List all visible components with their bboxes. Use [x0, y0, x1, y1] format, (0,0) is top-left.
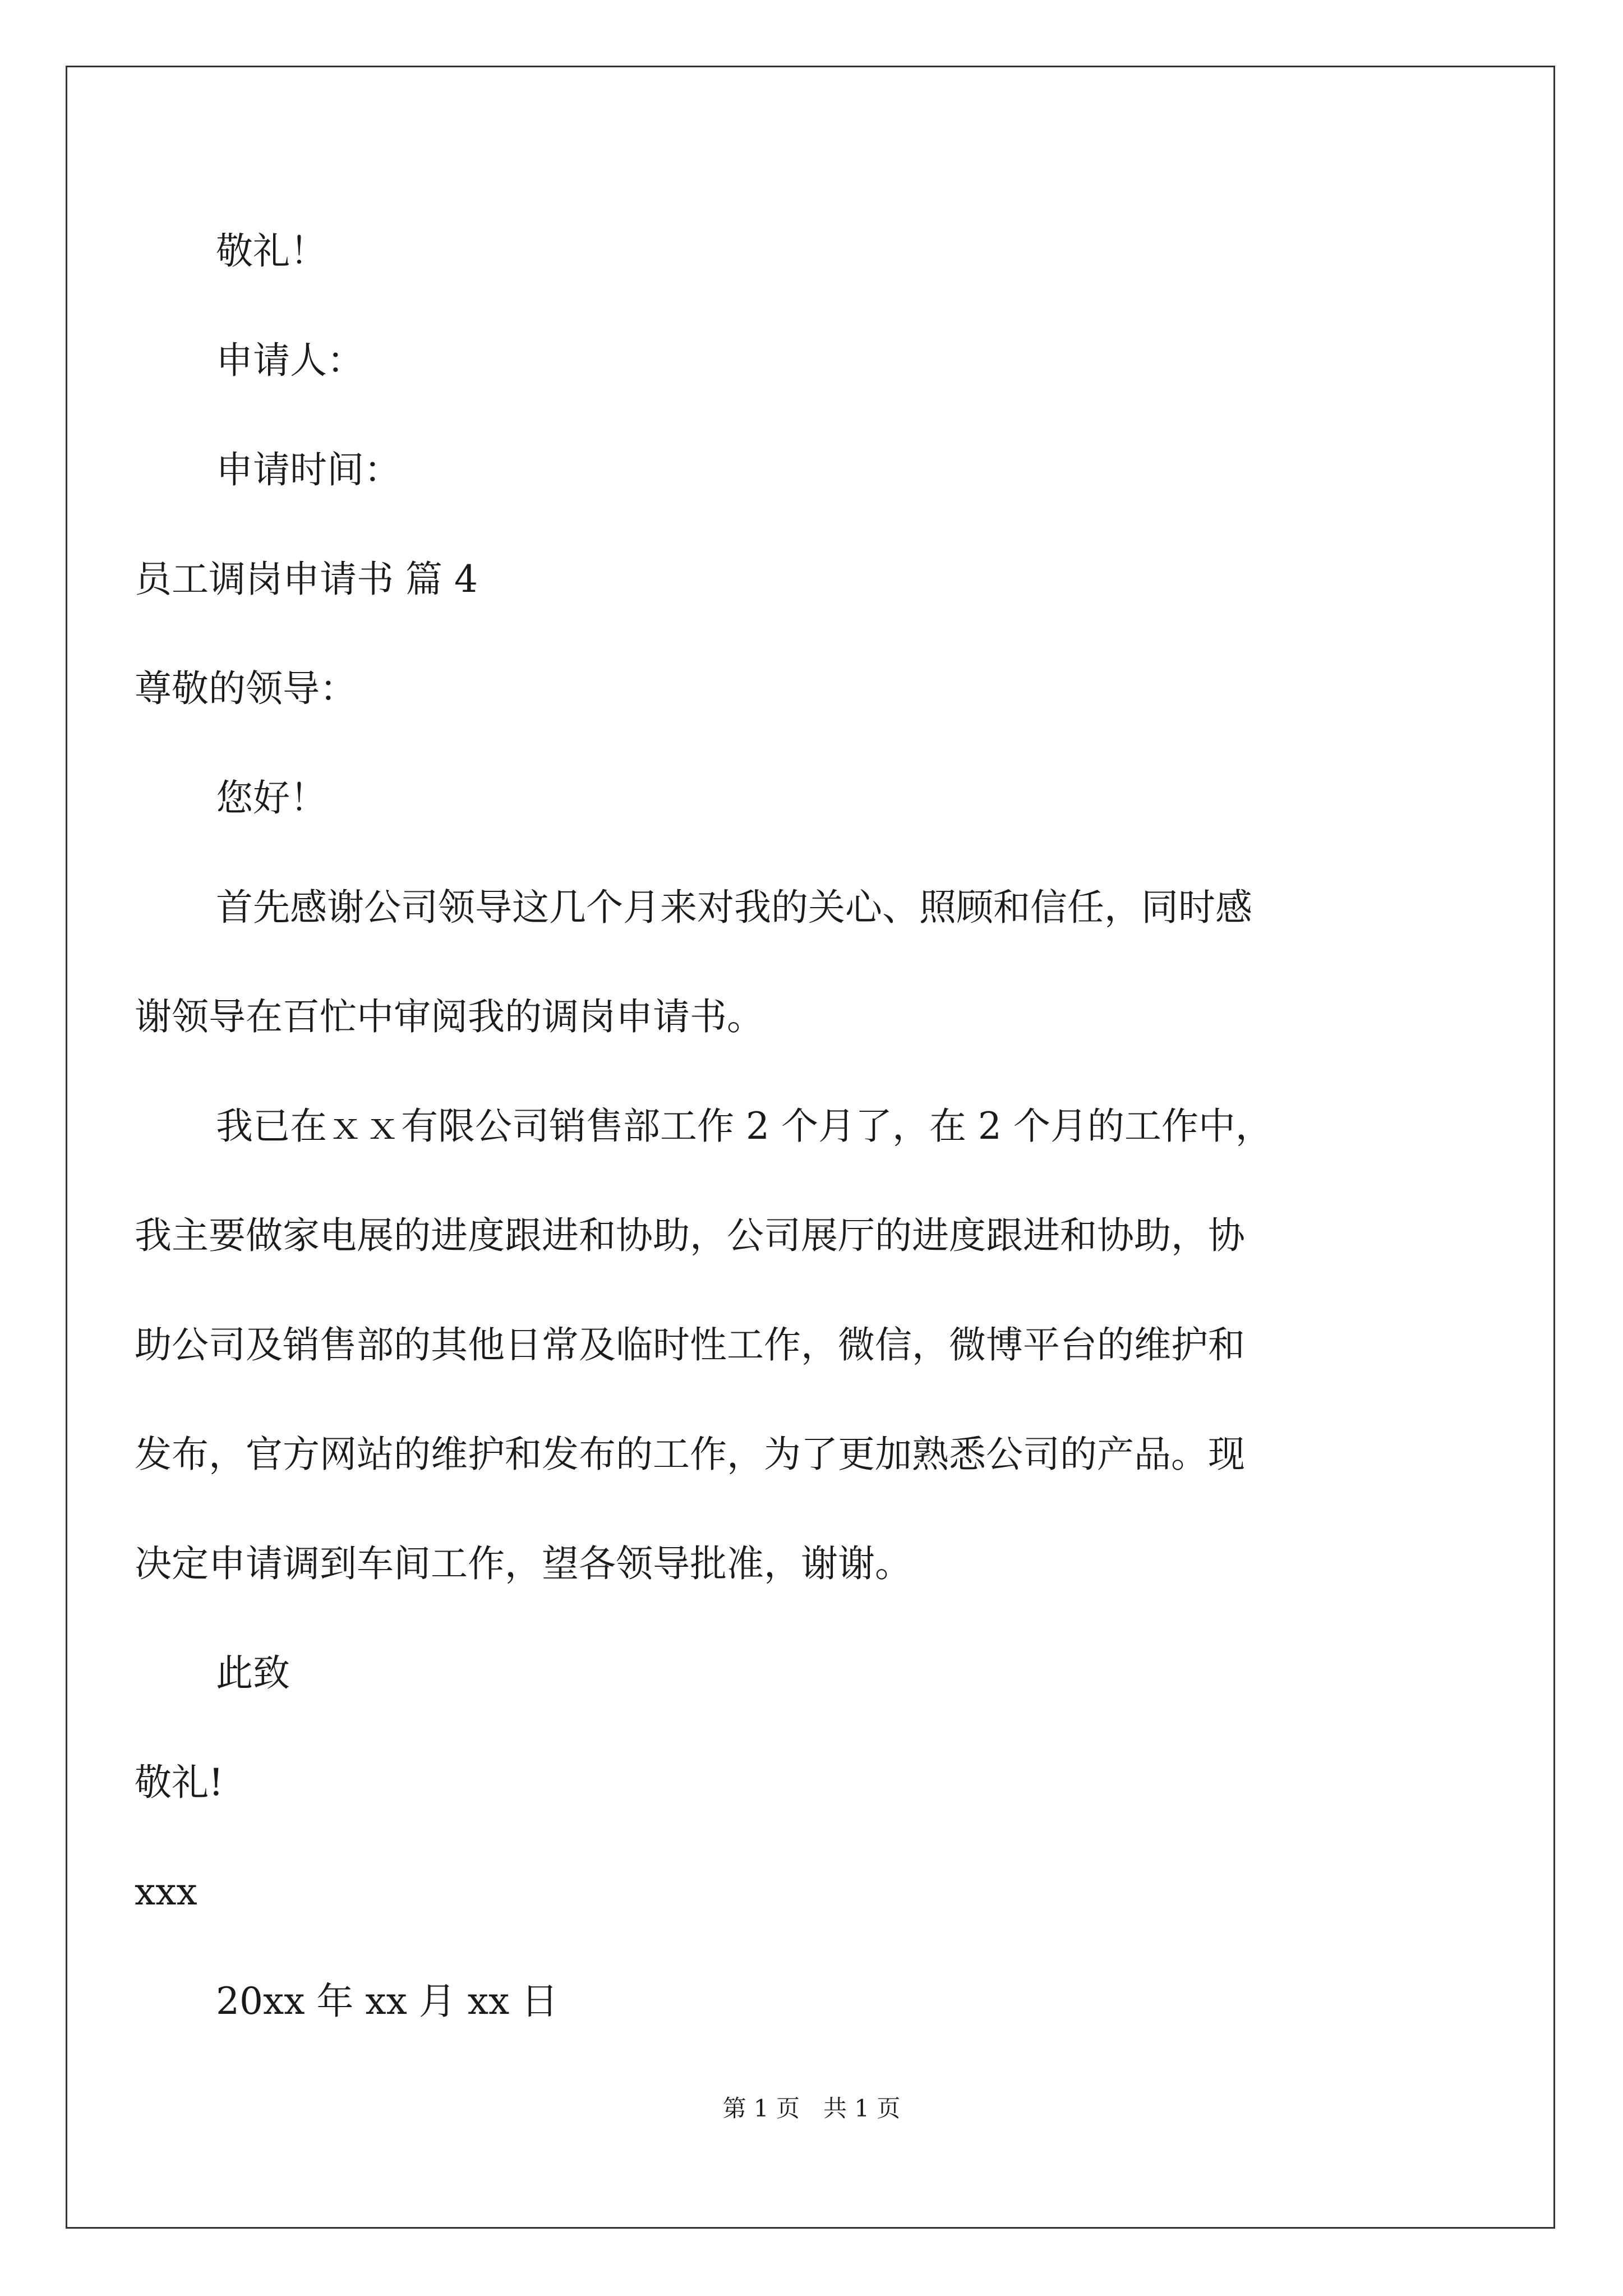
paragraph-line: 我主要做家电展的进度跟进和协助，公司展厅的进度跟进和协助，协: [135, 1214, 1245, 1257]
application-date-label: 申请时间：: [216, 448, 401, 491]
closing-salutation: 敬礼！: [216, 229, 327, 273]
section-heading: 员工调岗申请书 篇 4: [135, 558, 478, 601]
applicant-label: 申请人：: [216, 339, 364, 382]
addressee: 尊敬的领导：: [135, 667, 357, 710]
closing-salutation: 敬礼!: [135, 1761, 224, 1804]
paragraph-line: 我已在ｘｘ有限公司销售部工作 2 个月了，在 2 个月的工作中，: [216, 1105, 1272, 1148]
paragraph-line: 首先感谢公司领导这几个月来对我的关心、照顾和信任，同时感: [216, 886, 1252, 929]
signature-date: 20xx 年 xx 月 xx 日: [216, 1980, 559, 2023]
paragraph-line: 助公司及销售部的其他日常及临时性工作，微信，微博平台的维护和: [135, 1323, 1245, 1366]
paragraph-line: 决定申请调到车间工作，望各领导批准，谢谢。: [135, 1542, 912, 1585]
paragraph-line: 谢领导在百忙中审阅我的调岗申请书。: [135, 995, 764, 1038]
paragraph-line: 发布，官方网站的维护和发布的工作，为了更加熟悉公司的产品。现: [135, 1433, 1245, 1476]
signature-name: xxx: [135, 1870, 197, 1913]
page-footer: 第 1 页 共 1 页: [722, 2095, 901, 2122]
closing-phrase: 此致: [216, 1651, 290, 1695]
greeting: 您好！: [216, 776, 327, 820]
